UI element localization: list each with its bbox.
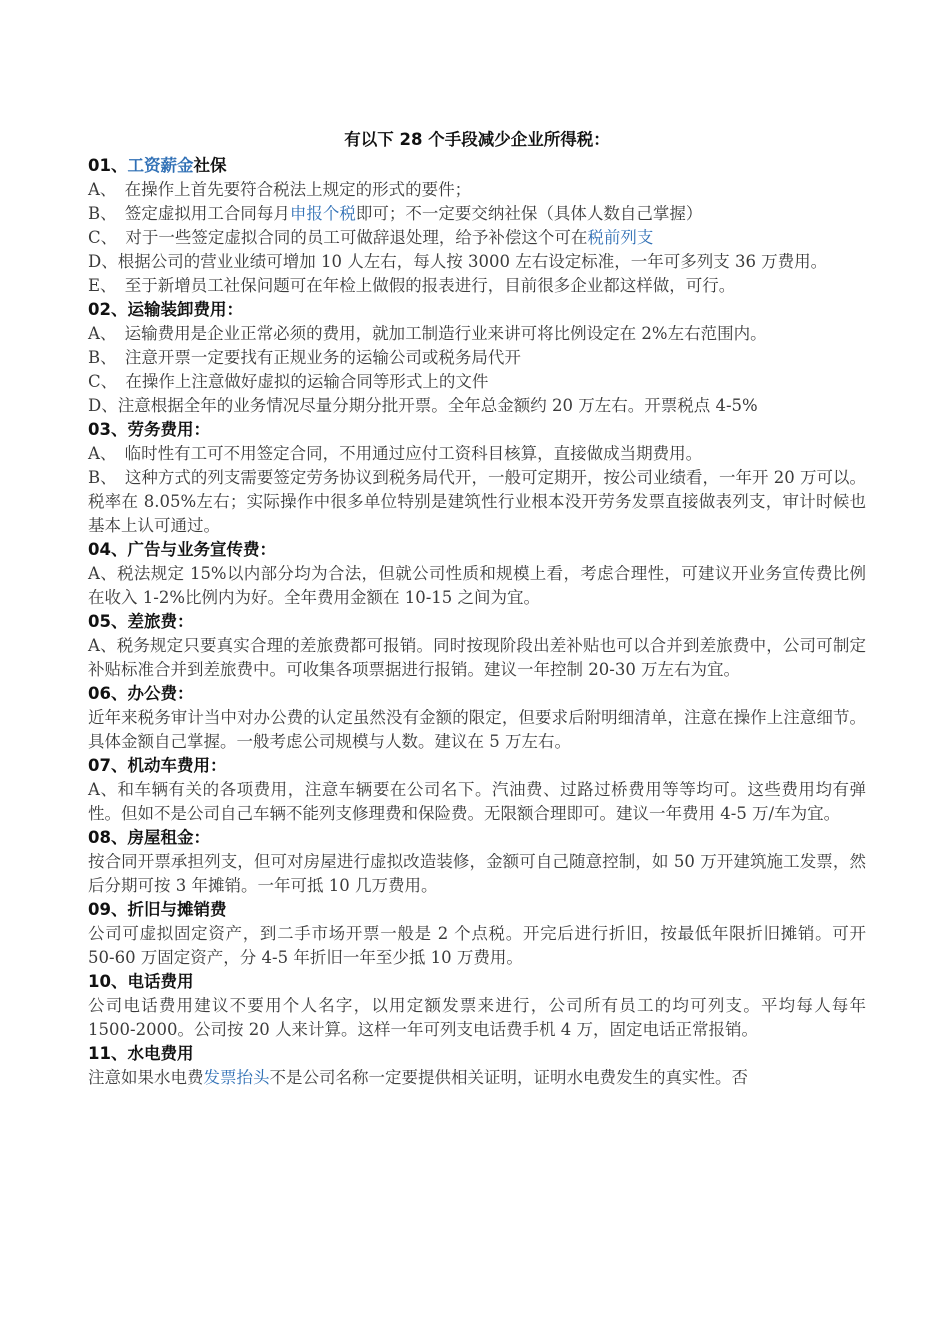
text-run: 按合同开票承担列支，但可对房屋进行虚拟改造装修，金额可自己随意控制，如 50 万开建筑施工发票，然后分期可按 3 年摊销。一年可抵 10 几万费用。 <box>88 852 866 895</box>
text-run: B、 注意开票一定要找有正规业务的运输公司或税务局代开 <box>88 348 521 367</box>
paragraph <box>88 250 866 274</box>
text-run: 07、机动车费用： <box>88 756 227 775</box>
paragraph <box>88 370 866 394</box>
paragraph <box>88 202 866 226</box>
text-run: 不是公司名称一定要提供相关证明，证明水电费发生的真实性。否 <box>269 1068 748 1087</box>
section-heading <box>88 754 866 778</box>
section-heading <box>88 298 866 322</box>
paragraph <box>88 346 866 370</box>
text-run: 即可；不一定要交纳社保（具体人数自己掌握） <box>355 204 703 223</box>
text-run: B、 签定虚拟用工合同每月 <box>88 204 290 223</box>
text-run: 09、折旧与摊销费 <box>88 900 227 919</box>
text-run: 注意如果水电费 <box>88 1068 204 1087</box>
paragraph <box>88 634 866 682</box>
text-run: A、税务规定只要真实合理的差旅费都可报销。同时按现阶段出差补贴也可以合并到差旅费中，公司可制定补贴标准合并到差旅费中。可收集各项票据进行报销。建议一年控制 20-30 万左右为宜。 <box>88 636 866 679</box>
text-run: E、 至于新增员工社保问题可在年检上做假的报表进行，目前很多企业都这样做，可行。 <box>88 276 736 295</box>
text-run: D、根据公司的营业业绩可增加 10 人左右，每人按 3000 左右设定标准，一年可多列支 36 万费用。 <box>88 252 828 271</box>
document-title: 有以下 28 个手段减少企业所得税： <box>344 130 610 149</box>
paragraph <box>88 322 866 346</box>
text-run: 06、办公费： <box>88 684 194 703</box>
text-run: 04、广告与业务宣传费： <box>88 540 276 559</box>
paragraph <box>88 922 866 970</box>
section-heading <box>88 610 866 634</box>
section-heading <box>88 682 866 706</box>
text-run: A、 运输费用是企业正常必须的费用，就加工制造行业来讲可将比例设定在 2%左右范围内。 <box>88 324 767 343</box>
text-run: 11、水电费用 <box>88 1044 194 1063</box>
text-run: A、 临时性有工可不用签定合同，不用通过应付工资科目核算，直接做成当期费用。 <box>88 444 703 463</box>
text-run: 05、差旅费： <box>88 612 194 631</box>
document-body <box>88 154 866 1090</box>
section-heading <box>88 970 866 994</box>
paragraph <box>88 442 866 466</box>
text-run: 01、 <box>88 156 128 175</box>
section-heading <box>88 1042 866 1066</box>
paragraph <box>88 274 866 298</box>
text-run: 公司电话费用建议不要用个人名字，以用定额发票来进行，公司所有员工的均可列支。平均每人每年 1500-2000。公司按 20 人来计算。这样一年可列支电话费手机 4 万，固定电话正常报销。 <box>88 996 866 1039</box>
paragraph <box>88 178 866 202</box>
section-heading <box>88 898 866 922</box>
text-run: 10、电话费用 <box>88 972 194 991</box>
text-run: D、注意根据全年的业务情况尽量分期分批开票。全年总金额约 20 万左右。开票税点 4-5% <box>88 396 758 415</box>
inline-link[interactable]: 申报个税 <box>289 204 356 223</box>
text-run: A、 在操作上首先要符合税法上规定的形式的要件； <box>88 180 472 199</box>
paragraph <box>88 778 866 826</box>
section-heading <box>88 826 866 850</box>
paragraph <box>88 706 866 754</box>
section-heading <box>88 418 866 442</box>
text-run: 02、运输装卸费用： <box>88 300 243 319</box>
paragraph <box>88 1066 866 1090</box>
section-heading <box>88 538 866 562</box>
text-run: A、和车辆有关的各项费用，注意车辆要在公司名下。汽油费、过路过桥费用等等均可。这些费用均有弹性。但如不是公司自己车辆不能列支修理费和保险费。无限额合理即可。建议一年费用 4-5 万/车为宜。 <box>88 780 866 823</box>
paragraph <box>88 226 866 250</box>
section-heading <box>88 154 866 178</box>
text-run: A、税法规定 15%以内部分均为合法，但就公司性质和规模上看，考虑合理性，可建议开业务宣传费比例在收入 1-2%比例内为好。全年费用金额在 10-15 之间为宜。 <box>88 564 866 607</box>
paragraph <box>88 562 866 610</box>
paragraph <box>88 466 866 538</box>
inline-link[interactable]: 工资薪金 <box>127 156 194 175</box>
text-run: 社保 <box>193 156 227 175</box>
text-run: C、 对于一些签定虚拟合同的员工可做辞退处理，给予补偿这个可在 <box>88 228 588 247</box>
inline-link[interactable]: 税前列支 <box>587 228 654 247</box>
inline-link[interactable]: 发票抬头 <box>203 1068 270 1087</box>
text-run: 03、劳务费用： <box>88 420 210 439</box>
text-run: 08、房屋租金： <box>88 828 210 847</box>
text-run: C、 在操作上注意做好虚拟的运输合同等形式上的文件 <box>88 372 489 391</box>
text-run: 近年来税务审计当中对办公费的认定虽然没有金额的限定，但要求后附明细清单，注意在操作上注意细节。具体金额自己掌握。一般考虑公司规模与人数。建议在 5 万左右。 <box>88 708 866 751</box>
paragraph <box>88 394 866 418</box>
paragraph <box>88 994 866 1042</box>
text-run: B、 这种方式的列支需要签定劳务协议到税务局代开，一般可定期开，按公司业绩看，一年开 20 万可以。税率在 8.05%左右；实际操作中很多单位特别是建筑性行业根本没开劳务发票直接做表列支，审计时候也基本上认可通过。 <box>88 468 866 535</box>
text-run: 公司可虚拟固定资产，到二手市场开票一般是 2 个点税。开完后进行折旧，按最低年限折旧摊销。可开 50-60 万固定资产，分 4-5 年折旧一年至少抵 10 万费用。 <box>88 924 866 967</box>
document-page <box>88 128 866 1090</box>
paragraph <box>88 850 866 898</box>
